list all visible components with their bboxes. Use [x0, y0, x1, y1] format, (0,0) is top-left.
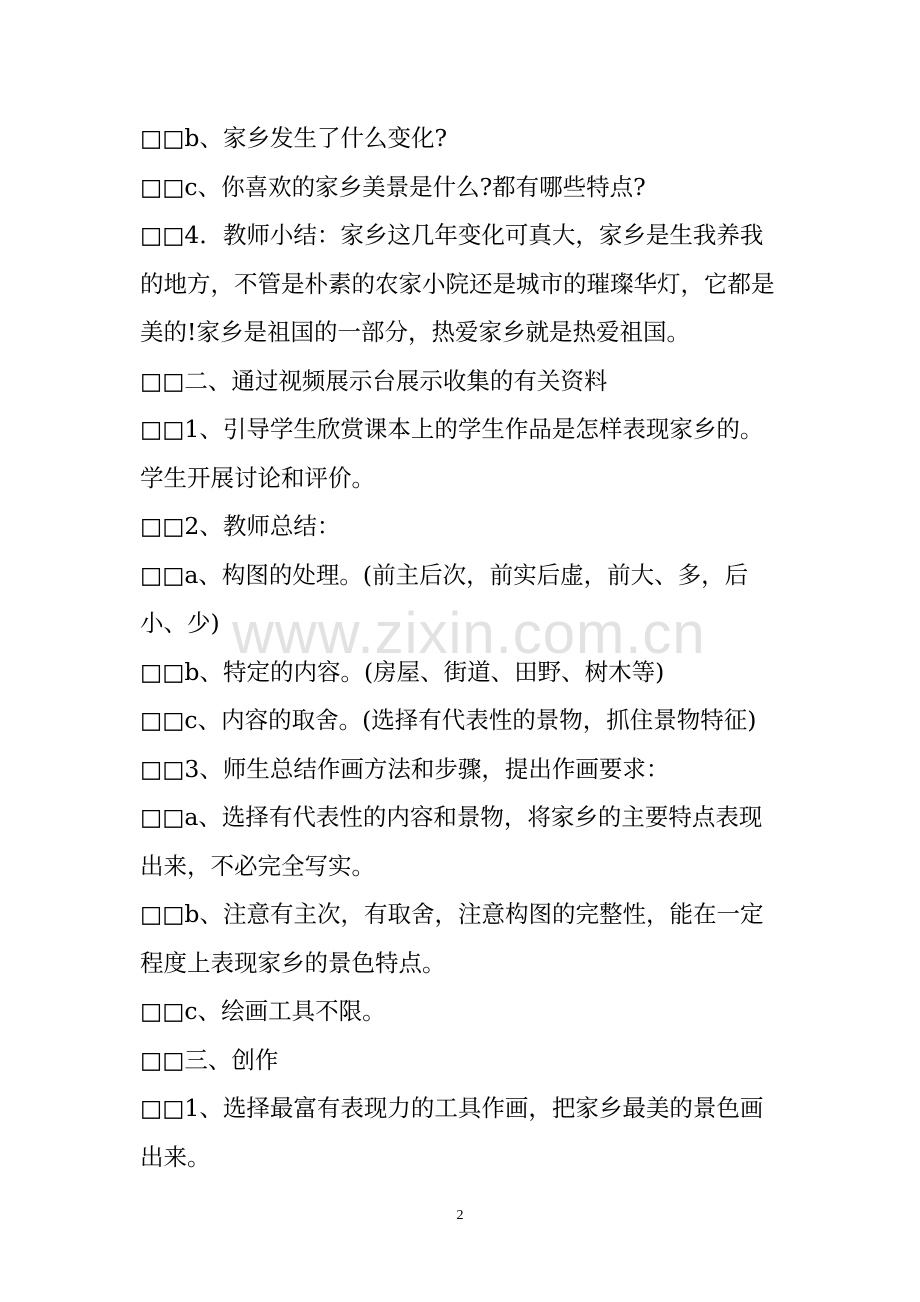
paragraph: □□b、家乡发生了什么变化? — [140, 124, 448, 152]
watermark: www.zixin.com.cn — [232, 601, 706, 666]
paragraph: □□2、教师总结： — [140, 512, 341, 540]
paragraph: □□1、选择最富有表现力的工具作画，把家乡最美的景色画出来。 — [140, 1094, 764, 1171]
paragraph: □□3、师生总结作画方法和步骤，提出作画要求： — [140, 754, 670, 783]
paragraph: □□4．教师小结：家乡这几年变化可真大，家乡是生我养我的地方，不管是朴素的农家小院还是城市的璀璨华灯，它都是美的!家乡是祖国的一部分，热爱家乡就是热爱祖国。 — [140, 221, 775, 346]
page-number: 2 — [456, 1208, 464, 1223]
paragraph: □□二、通过视频展示台展示收集的有关资料 — [140, 366, 608, 395]
paragraph: □□b、特定的内容。(房屋、街道、田野、树木等) — [140, 657, 665, 686]
body-text — [140, 114, 785, 1181]
paragraph: □□c、内容的取舍。(选择有代表性的景物，抓住景物特征) — [140, 706, 757, 734]
paragraph: □□三、创作 — [140, 1045, 279, 1074]
paragraph: □□1、引导学生欣赏课本上的学生作品是怎样表现家乡的。学生开展讨论和评价。 — [140, 415, 764, 492]
paragraph: □□a、选择有代表性的内容和景物，将家乡的主要特点表现出来，不必完全写实。 — [140, 803, 763, 880]
paragraph: □□c、你喜欢的家乡美景是什么?都有哪些特点? — [140, 172, 646, 201]
paragraph: □□a、构图的处理。(前主后次，前实后虚，前大、多，后小、少) — [140, 560, 749, 637]
paragraph: □□c、绘画工具不限。 — [140, 997, 386, 1025]
paragraph: □□b、注意有主次，有取舍，注意构图的完整性，能在一定程度上表现家乡的景色特点。 — [140, 900, 764, 977]
